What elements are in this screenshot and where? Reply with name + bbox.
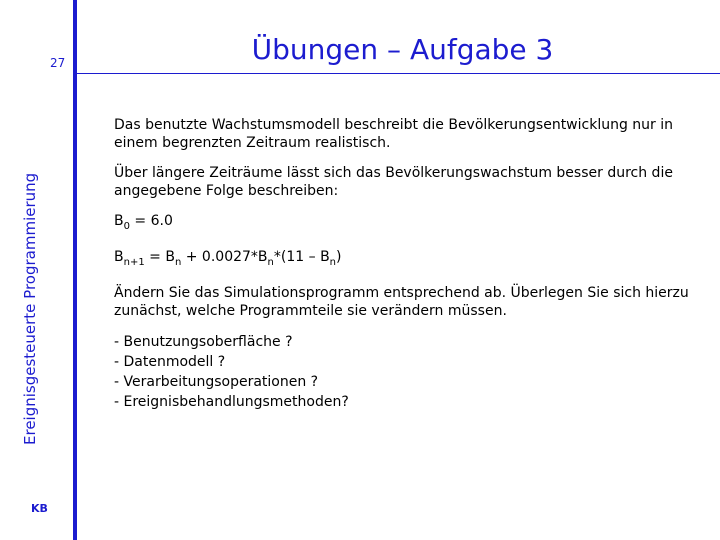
vertical-course-title: Ereignisgesteuerte Programmierung	[21, 172, 39, 445]
sidebar-divider	[73, 0, 77, 540]
question-list	[114, 332, 689, 412]
formula-term-subscript: n	[267, 256, 274, 268]
formula-lhs-subscript: n+1	[123, 256, 145, 268]
formula-rest: = 6.0	[129, 213, 173, 229]
formula-term-var: B	[165, 248, 175, 265]
list-item: - Benutzungsoberfläche ?	[114, 333, 293, 350]
paragraph-task: Ändern Sie das Simulationsprogramm entsprechend ab. Überlegen Sie sich hierzu zunächst, welche Programmteile sie verändern müssen.	[114, 284, 689, 319]
paragraph-sequence-intro: Über längere Zeiträume lässt sich das Bevölkerungswachstum besser durch die angegebene Folge beschreiben:	[114, 165, 673, 199]
formula-equals: =	[144, 248, 166, 265]
formula-subscript: 0	[123, 220, 130, 232]
formula-recurrence	[114, 248, 689, 272]
list-item: - Datenmodell ?	[114, 353, 226, 370]
header-divider	[73, 73, 720, 74]
page-number: 27	[50, 56, 66, 70]
page-title: Übungen – Aufgabe 3	[251, 33, 554, 66]
formula-middle: *(11 –	[273, 248, 321, 265]
formula-lhs-var: B	[114, 248, 124, 265]
formula-term-subscript: n	[329, 256, 337, 268]
formula-term-subscript: n	[174, 256, 182, 268]
formula-end: )	[336, 248, 342, 265]
author-logo: KB	[31, 502, 48, 515]
formula-initial-value	[114, 212, 689, 236]
formula-var: B	[114, 213, 124, 229]
formula-term-var: B	[320, 248, 330, 265]
formula-term-var: B	[257, 248, 268, 265]
list-item: - Ereignisbehandlungsmethoden?	[114, 393, 349, 410]
list-item: - Verarbeitungsoperationen ?	[114, 373, 319, 390]
slide-content	[114, 116, 689, 412]
formula-middle: + 0.0027*	[181, 248, 258, 265]
paragraph-intro: Das benutzte Wachstumsmodell beschreibt die Bevölkerungsentwicklung nur in einem begrenzten Zeitraum realistisch.	[114, 117, 674, 151]
